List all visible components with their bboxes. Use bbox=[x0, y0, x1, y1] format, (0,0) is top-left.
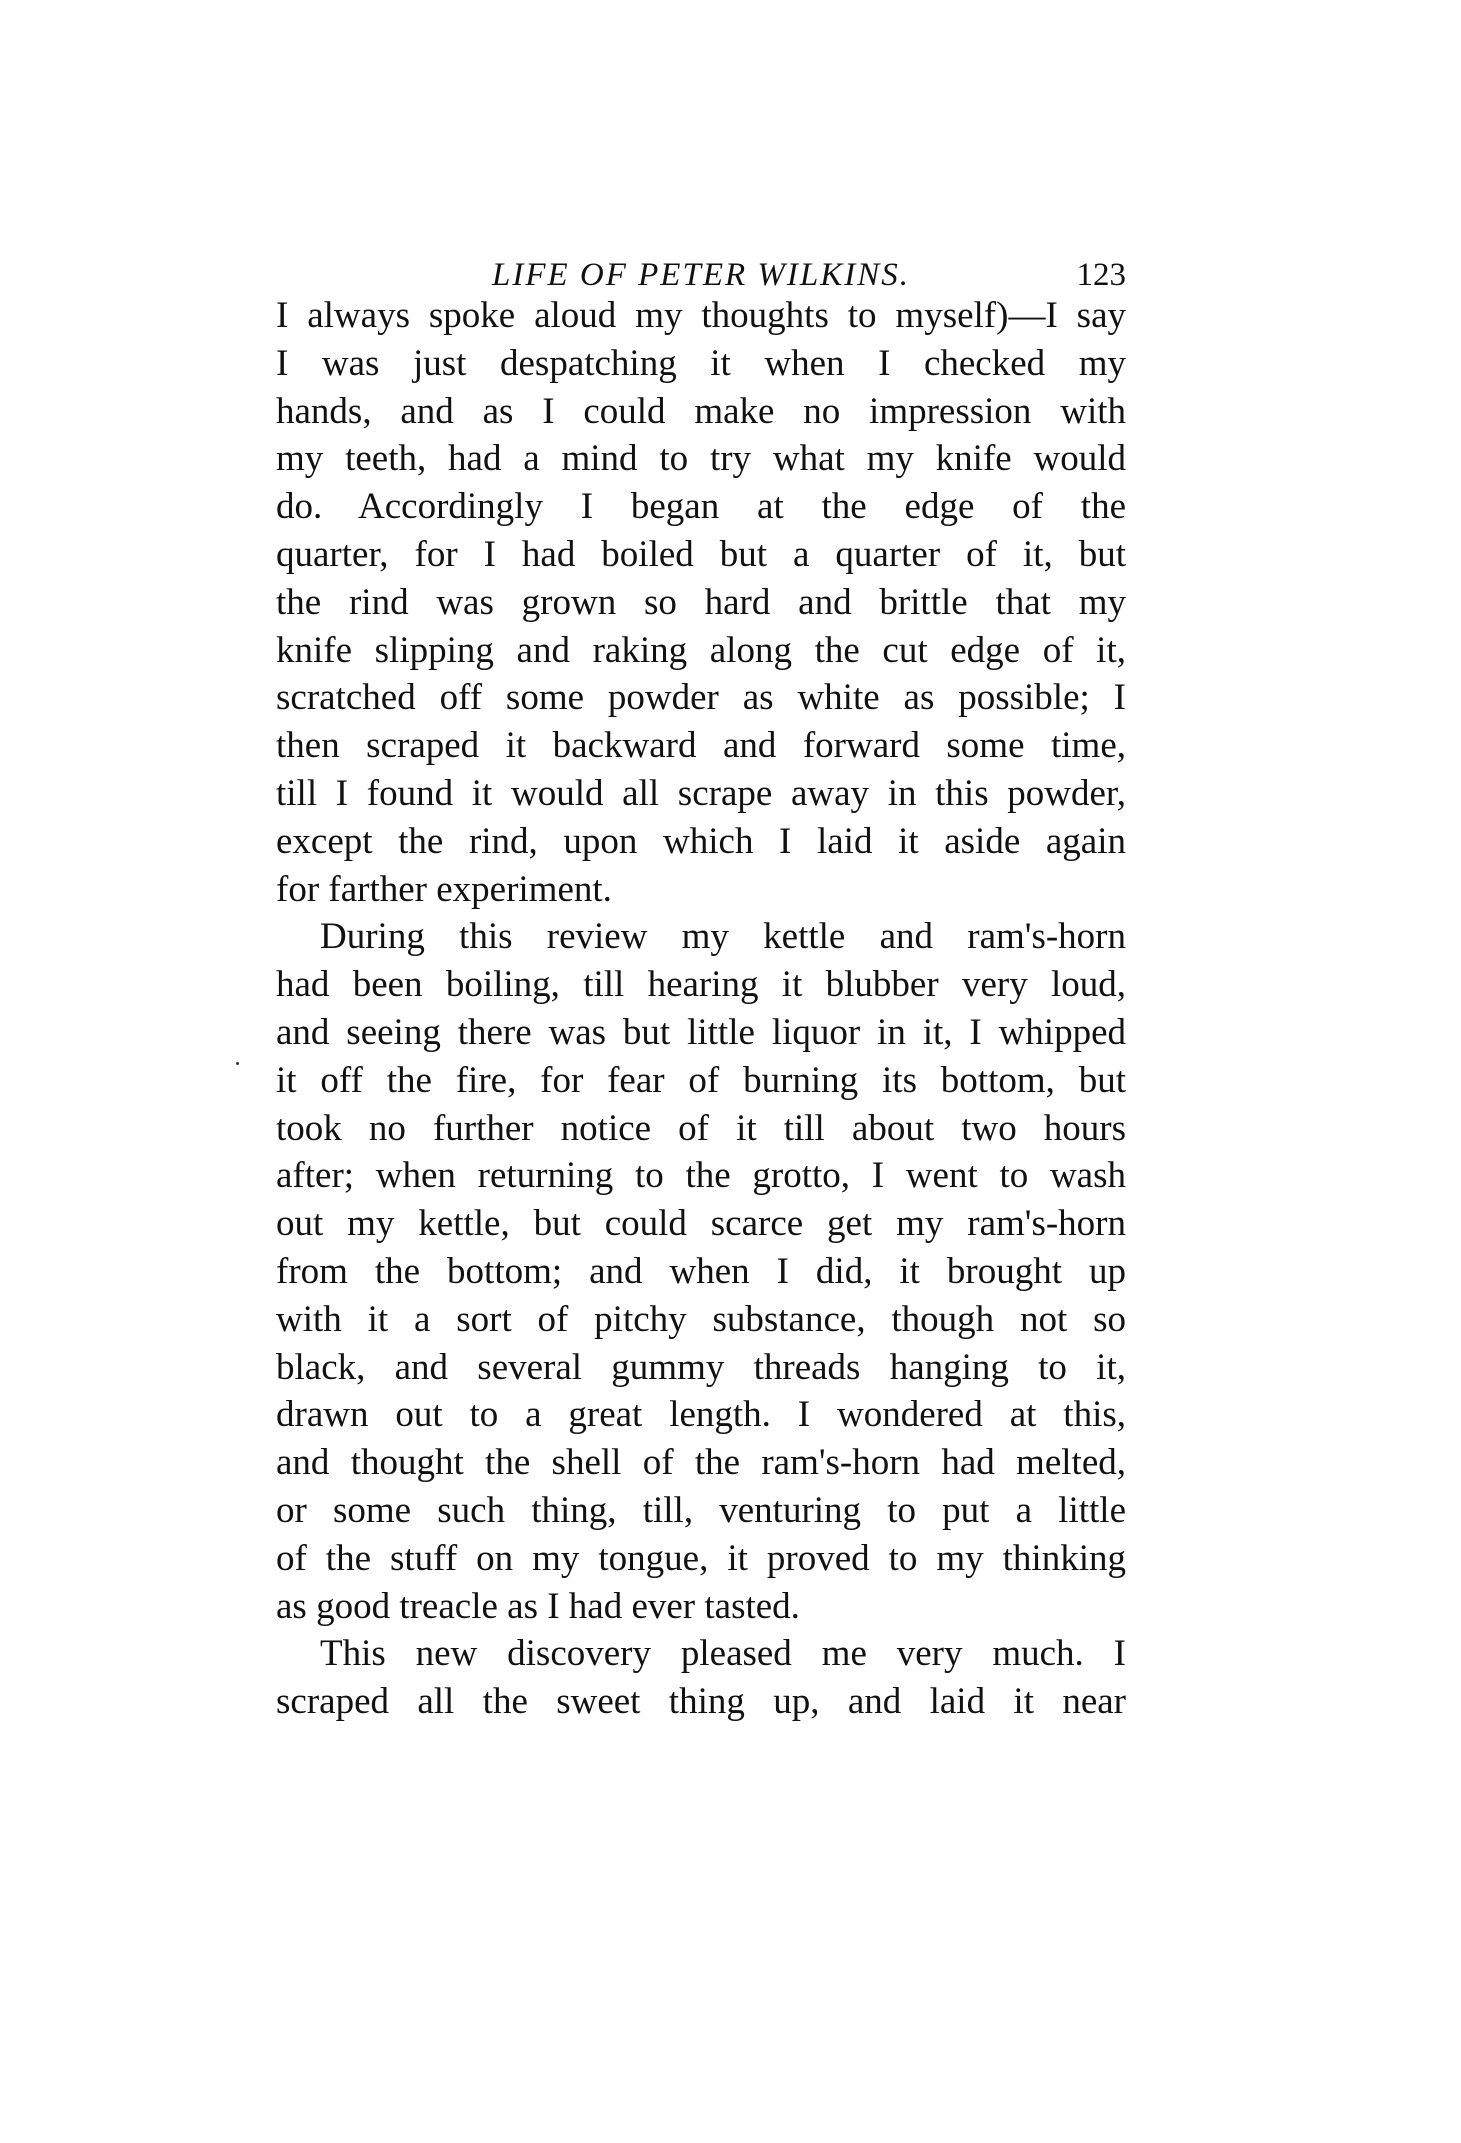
text-line: from the bottom; and when I did, it brought up bbox=[276, 1250, 1126, 1292]
text-line: During this review my kettle and ram's-horn bbox=[320, 916, 1126, 958]
text-line: the rind was grown so hard and brittle that my bbox=[276, 581, 1126, 623]
paragraph-2 bbox=[276, 913, 1126, 1630]
text-line: scratched off some powder as white as possible; I bbox=[276, 677, 1126, 719]
text-line: and seeing there was but little liquor in it, I whipped bbox=[276, 1011, 1126, 1053]
text-line: do. Accordingly I began at the edge of the bbox=[276, 486, 1126, 528]
paragraph-1 bbox=[276, 292, 1126, 913]
text-line: This new discovery pleased me very much. I bbox=[320, 1633, 1126, 1675]
text-line: out my kettle, but could scarce get my ram's-horn bbox=[276, 1203, 1126, 1245]
text-line: and thought the shell of the ram's-horn had melted, bbox=[276, 1442, 1126, 1484]
text-line: for farther experiment. bbox=[276, 868, 612, 910]
body-text bbox=[276, 292, 1126, 1726]
text-line: then scraped it backward and forward some time, bbox=[276, 725, 1126, 767]
text-line: with it a sort of pitchy substance, though not so bbox=[276, 1298, 1126, 1340]
text-line: or some such thing, till, venturing to put a little bbox=[276, 1489, 1126, 1531]
text-line: quarter, for I had boiled but a quarter of it, but bbox=[276, 533, 1126, 575]
text-line: as good treacle as I had ever tasted. bbox=[276, 1585, 800, 1627]
text-line: had been boiling, till hearing it blubber very loud, bbox=[276, 964, 1126, 1006]
page-number: 123 bbox=[1076, 257, 1126, 293]
text-line: it off the fire, for fear of burning its bottom, but bbox=[276, 1059, 1126, 1101]
text-line: took no further notice of it till about two hours bbox=[276, 1107, 1126, 1149]
text-line: drawn out to a great length. I wondered at this, bbox=[276, 1394, 1126, 1436]
text-line: knife slipping and raking along the cut edge of it, bbox=[276, 629, 1126, 671]
margin-speck bbox=[236, 1062, 239, 1065]
running-title: LIFE OF PETER WILKINS. bbox=[492, 257, 910, 293]
text-line: black, and several gummy threads hanging to it, bbox=[276, 1346, 1126, 1388]
text-line: I always spoke aloud my thoughts to myself)—I say bbox=[276, 295, 1126, 336]
text-line: my teeth, had a mind to try what my knife would bbox=[276, 438, 1126, 480]
text-line: scraped all the sweet thing up, and laid it near bbox=[276, 1681, 1126, 1723]
paragraph-3 bbox=[276, 1630, 1126, 1726]
text-line: after; when returning to the grotto, I went to wash bbox=[276, 1155, 1126, 1197]
text-line: hands, and as I could make no impression with bbox=[276, 390, 1126, 432]
text-line: till I found it would all scrape away in this powder, bbox=[276, 772, 1126, 814]
text-line: except the rind, upon which I laid it aside again bbox=[276, 820, 1126, 862]
text-line: of the stuff on my tongue, it proved to my thinking bbox=[276, 1537, 1126, 1579]
text-line: I was just despatching it when I checked my bbox=[276, 342, 1126, 384]
